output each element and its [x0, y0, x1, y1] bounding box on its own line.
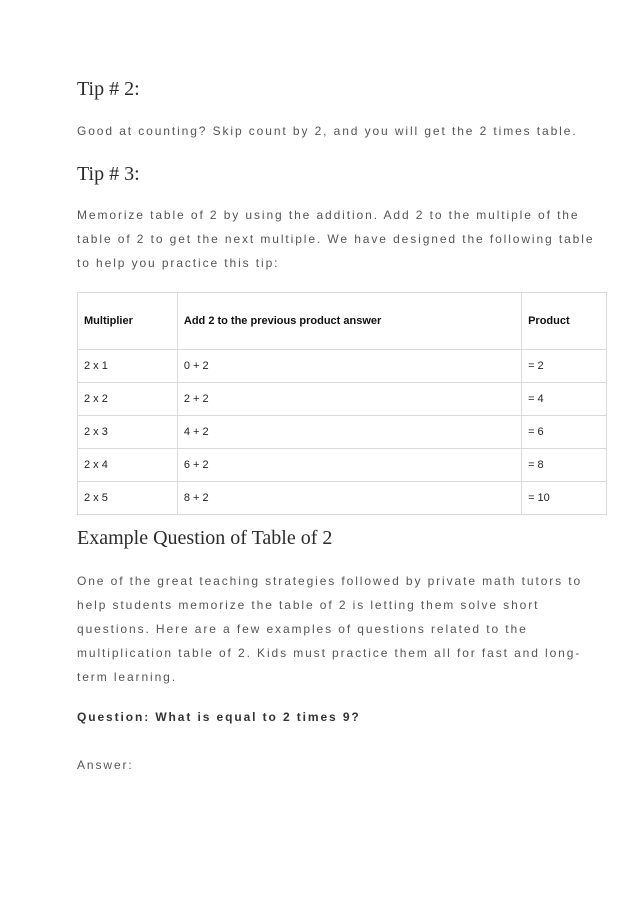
tip3-line: table of 2 to get the next multiple. We have designed the following table — [77, 232, 595, 246]
question-text: Question: What is equal to 2 times 9? — [77, 710, 361, 724]
example-answer — [77, 753, 134, 777]
tip3-heading: Tip # 3: — [77, 163, 140, 185]
cell-addition: 2 + 2 — [177, 383, 521, 416]
header-add-2: Add 2 to the previous product answer — [177, 293, 521, 350]
example-heading: Example Question of Table of 2 — [77, 527, 333, 549]
header-product: Product — [522, 293, 607, 350]
tip3-text — [77, 203, 594, 275]
table-header-row — [78, 293, 607, 350]
example-line: One of the great teaching strategies followed by private math tutors to — [77, 574, 583, 588]
cell-addition: 6 + 2 — [177, 449, 521, 482]
cell-product: = 6 — [522, 416, 607, 449]
example-line: term learning. — [77, 670, 177, 684]
cell-product: = 8 — [522, 449, 607, 482]
example-line: questions. Here are a few examples of questions related to the — [77, 622, 528, 636]
tip3-line: to help you practice this tip: — [77, 256, 280, 270]
cell-addition: 0 + 2 — [177, 350, 521, 383]
tip2-heading: Tip # 2: — [77, 78, 140, 100]
cell-multiplier: 2 x 1 — [78, 350, 178, 383]
cell-multiplier: 2 x 2 — [78, 383, 178, 416]
example-line: help students memorize the table of 2 is letting them solve short — [77, 598, 540, 612]
tip2-text — [77, 119, 578, 143]
cell-addition: 4 + 2 — [177, 416, 521, 449]
table-row — [78, 482, 607, 515]
header-multiplier: Multiplier — [78, 293, 178, 350]
cell-multiplier: 2 x 4 — [78, 449, 178, 482]
cell-product: = 10 — [522, 482, 607, 515]
cell-multiplier: 2 x 5 — [78, 482, 178, 515]
cell-multiplier: 2 x 3 — [78, 416, 178, 449]
cell-product: = 4 — [522, 383, 607, 416]
cell-product: = 2 — [522, 350, 607, 383]
tip3-line: Memorize table of 2 by using the addition. Add 2 to the multiple of the — [77, 208, 580, 222]
example-question — [77, 705, 361, 729]
answer-label: Answer: — [77, 758, 134, 772]
table-row — [78, 449, 607, 482]
table-row — [78, 416, 607, 449]
table-row — [78, 383, 607, 416]
cell-addition: 8 + 2 — [177, 482, 521, 515]
example-line: multiplication table of 2. Kids must practice them all for fast and long- — [77, 646, 582, 660]
example-text — [77, 569, 582, 689]
table-row — [78, 350, 607, 383]
table-of-2-practice — [77, 292, 607, 515]
tip2-line: Good at counting? Skip count by 2, and you will get the 2 times table. — [77, 124, 578, 138]
